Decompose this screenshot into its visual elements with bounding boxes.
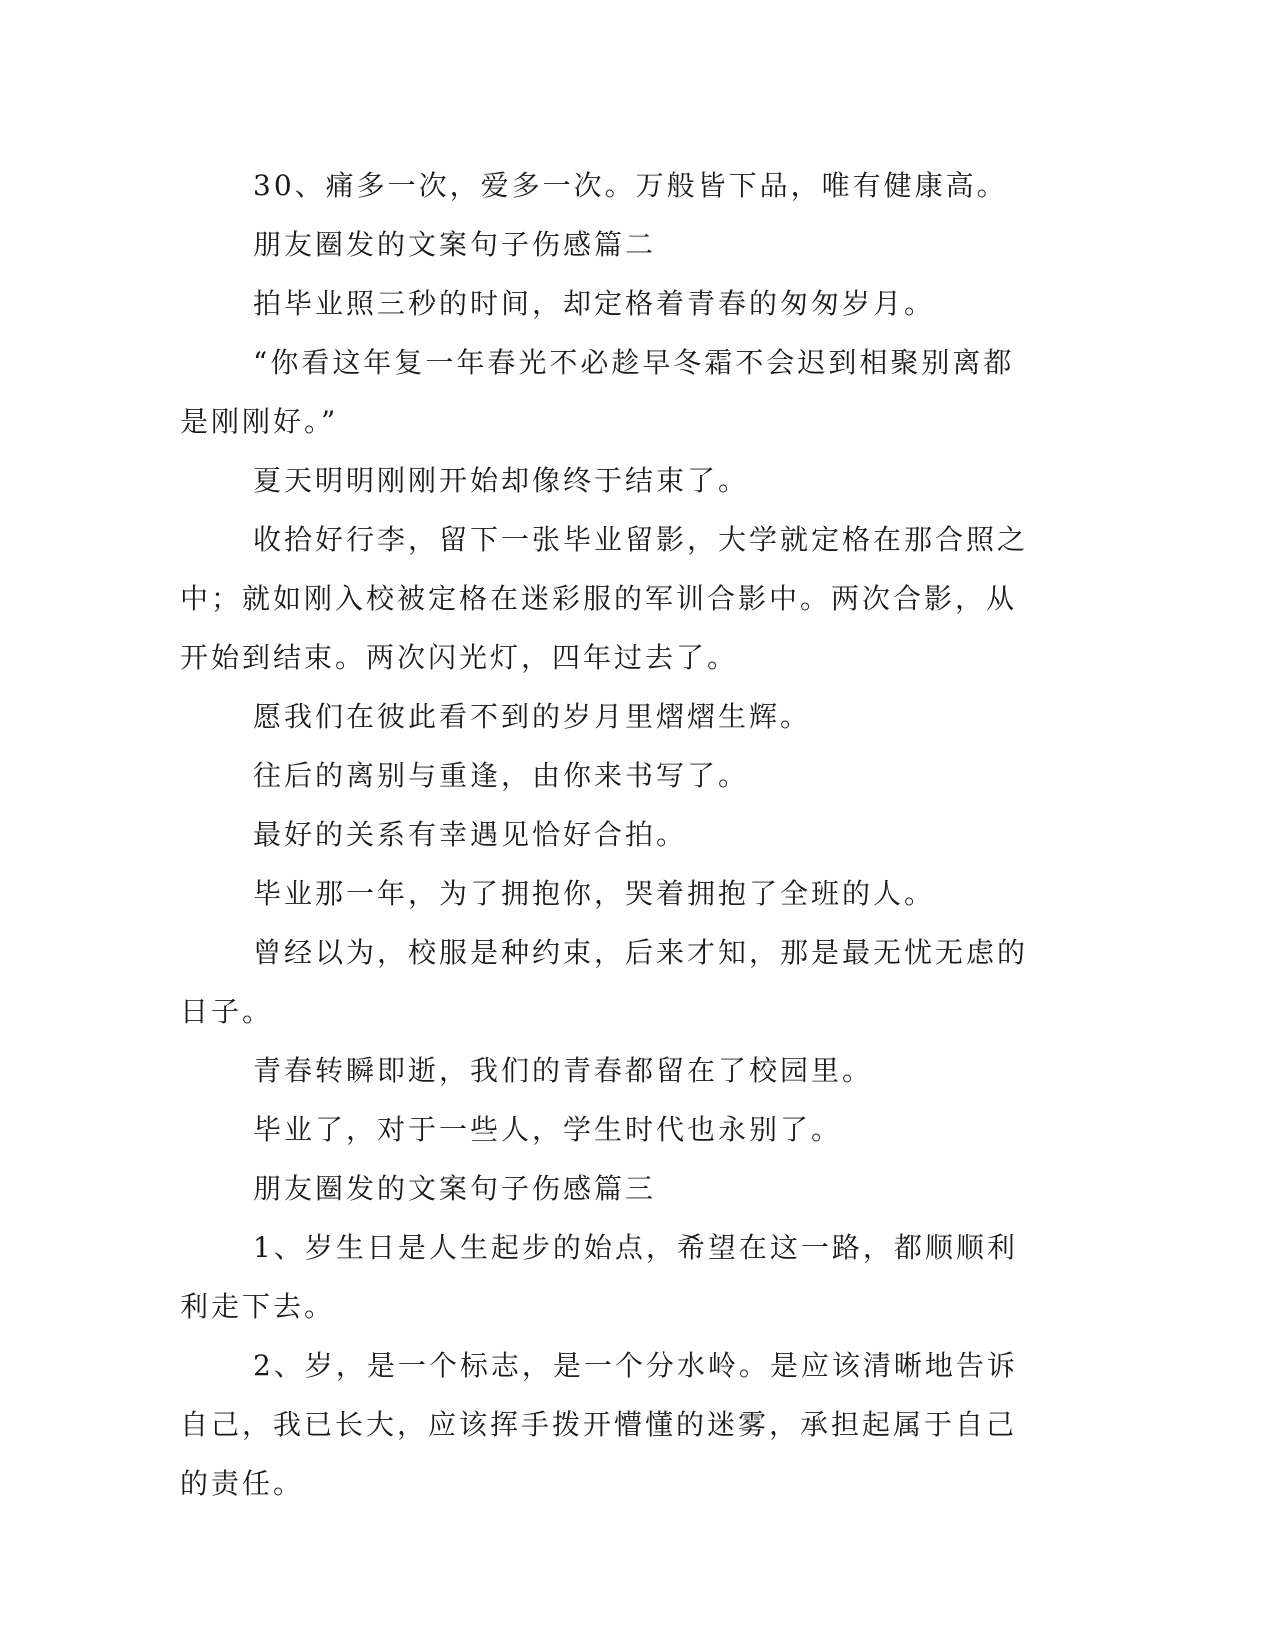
paragraph: 最好的关系有幸遇见恰好合拍。 [253, 818, 688, 851]
document-body [180, 156, 1040, 1513]
paragraph: 愿我们在彼此看不到的岁月里熠熠生辉。 [253, 700, 812, 733]
paragraph: 2、岁，是一个标志，是一个分水岭。是应该清晰地告诉自己，我已长大，应该挥手拨开懵懂的迷雾，承担起属于自己的责任。 [180, 1349, 1018, 1500]
paragraph: “你看这年复一年春光不必趁早冬霜不会迟到相聚别离都是刚刚好。” [180, 346, 1015, 438]
paragraph: 毕业了，对于一些人，学生时代也永别了。 [253, 1113, 843, 1146]
section-heading: 朋友圈发的文案句子伤感篇二 [253, 228, 657, 261]
paragraph: 夏天明明刚刚开始却像终于结束了。 [253, 464, 750, 497]
paragraph: 1、岁生日是人生起步的始点，希望在这一路，都顺顺利利走下去。 [180, 1231, 1018, 1323]
paragraph: 拍毕业照三秒的时间，却定格着青春的匆匆岁月。 [253, 287, 936, 320]
section-heading: 朋友圈发的文案句子伤感篇三 [253, 1172, 657, 1205]
paragraph: 往后的离别与重逢，由你来书写了。 [253, 759, 750, 792]
paragraph: 收拾好行李，留下一张毕业留影，大学就定格在那合照之中；就如刚入校被定格在迷彩服的军训合影中。两次合影，从开始到结束。两次闪光灯，四年过去了。 [180, 523, 1029, 674]
paragraph: 曾经以为，校服是种约束，后来才知，那是最无忧无虑的日子。 [180, 936, 1029, 1028]
paragraph: 30、痛多一次，爱多一次。万般皆下品，唯有健康高。 [253, 169, 1008, 202]
paragraph: 毕业那一年，为了拥抱你，哭着拥抱了全班的人。 [253, 877, 936, 910]
paragraph: 青春转瞬即逝，我们的青春都留在了校园里。 [253, 1054, 874, 1087]
